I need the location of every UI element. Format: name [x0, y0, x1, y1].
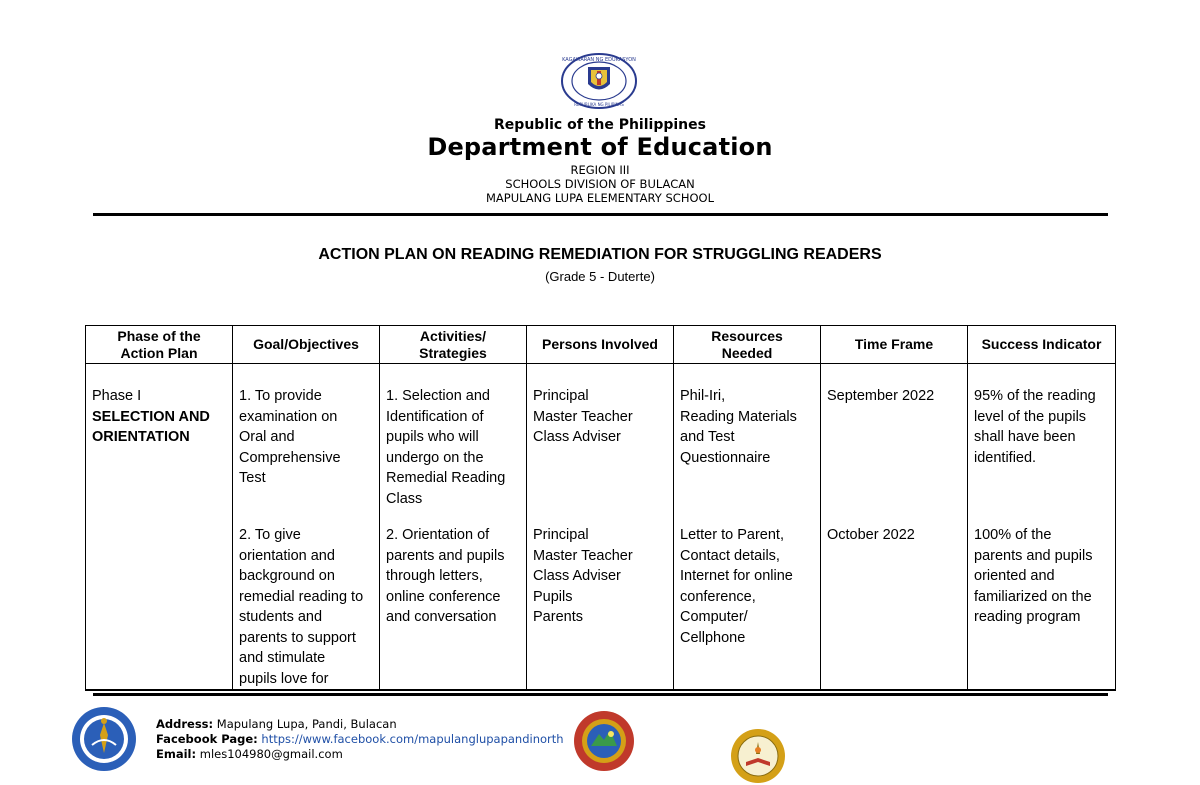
activities-cell: 2. Orientation of parents and pupils through letters, online conference and conversation: [380, 509, 527, 690]
phase-label: Phase I: [92, 388, 142, 404]
division-heading: SCHOOLS DIVISION OF BULACAN: [505, 177, 695, 191]
document-title: ACTION PLAN ON READING REMEDIATION FOR STRUGGLING READERS: [318, 246, 882, 263]
school-logo-icon: [70, 705, 138, 773]
action-plan-table: [85, 325, 1116, 691]
facebook-label: Facebook Page:: [156, 732, 258, 746]
resources-cell: Phil-Iri, Reading Materials and Test Questionnaire: [674, 364, 821, 510]
header-success: Success Indicator: [968, 326, 1116, 364]
success-cell: 95% of the reading level of the pupils shall have been identified.: [968, 364, 1116, 510]
table-row: [86, 509, 1116, 690]
header-time: Time Frame: [821, 326, 968, 364]
seal-bottom-text: REPUBLIKA NG PILIPINAS: [574, 102, 624, 107]
phase-name: ORIENTATION: [92, 429, 190, 445]
email-value[interactable]: mles104980@gmail.com: [199, 747, 343, 761]
phase-name: SELECTION AND: [92, 408, 210, 425]
email-label: Email:: [156, 747, 197, 761]
header-divider: [93, 213, 1108, 216]
persons-cell: Principal Master Teacher Class Adviser Pupils Parents: [527, 509, 674, 690]
resources-cell: Letter to Parent, Contact details, Internet for online conference, Computer/ Cellphone: [674, 509, 821, 690]
header-goal: Goal/Objectives: [233, 326, 380, 364]
goal-cell: 1. To provide examination on Oral and Comprehensive Test: [233, 364, 380, 510]
footer-divider: [93, 693, 1108, 696]
contact-info: [156, 717, 564, 762]
region-heading: REGION III: [570, 163, 630, 177]
activities-cell: 1. Selection and Identification of pupils who will undergo on the Remedial Reading Class: [380, 364, 527, 510]
division-seal-icon: [573, 710, 635, 772]
school-heading: MAPULANG LUPA ELEMENTARY SCHOOL: [486, 191, 714, 205]
table-row: [86, 364, 1116, 510]
phase-cell: [86, 509, 233, 690]
seal-top-text: KAGAWARAN NG EDUKASYON: [562, 57, 636, 63]
table-header-row: [86, 326, 1116, 364]
success-cell: 100% of the parents and pupils oriented and familiarized on the reading program: [968, 509, 1116, 690]
header-activities: Activities/ Strategies: [380, 326, 527, 364]
header-phase: Phase of the Action Plan: [86, 326, 233, 364]
department-heading: Department of Education: [427, 133, 773, 161]
header-resources: Resources Needed: [674, 326, 821, 364]
phase-cell: [86, 364, 233, 510]
address-value: Mapulang Lupa, Pandi, Bulacan: [216, 717, 397, 731]
header-persons: Persons Involved: [527, 326, 674, 364]
document-subtitle: (Grade 5 - Duterte): [545, 269, 655, 284]
facebook-link[interactable]: https://www.facebook.com/mapulanglupapandinorth: [261, 732, 564, 746]
republic-heading: Republic of the Philippines: [494, 117, 706, 133]
time-cell: September 2022: [821, 364, 968, 510]
district-seal-icon: [730, 728, 786, 784]
persons-cell: Principal Master Teacher Class Adviser: [527, 364, 674, 510]
deped-seal-icon: [560, 52, 638, 110]
address-label: Address:: [156, 717, 214, 731]
goal-cell: 2. To give orientation and background on remedial reading to students and parents to support and stimulate pupils love for: [233, 509, 380, 690]
time-cell: October 2022: [821, 509, 968, 690]
